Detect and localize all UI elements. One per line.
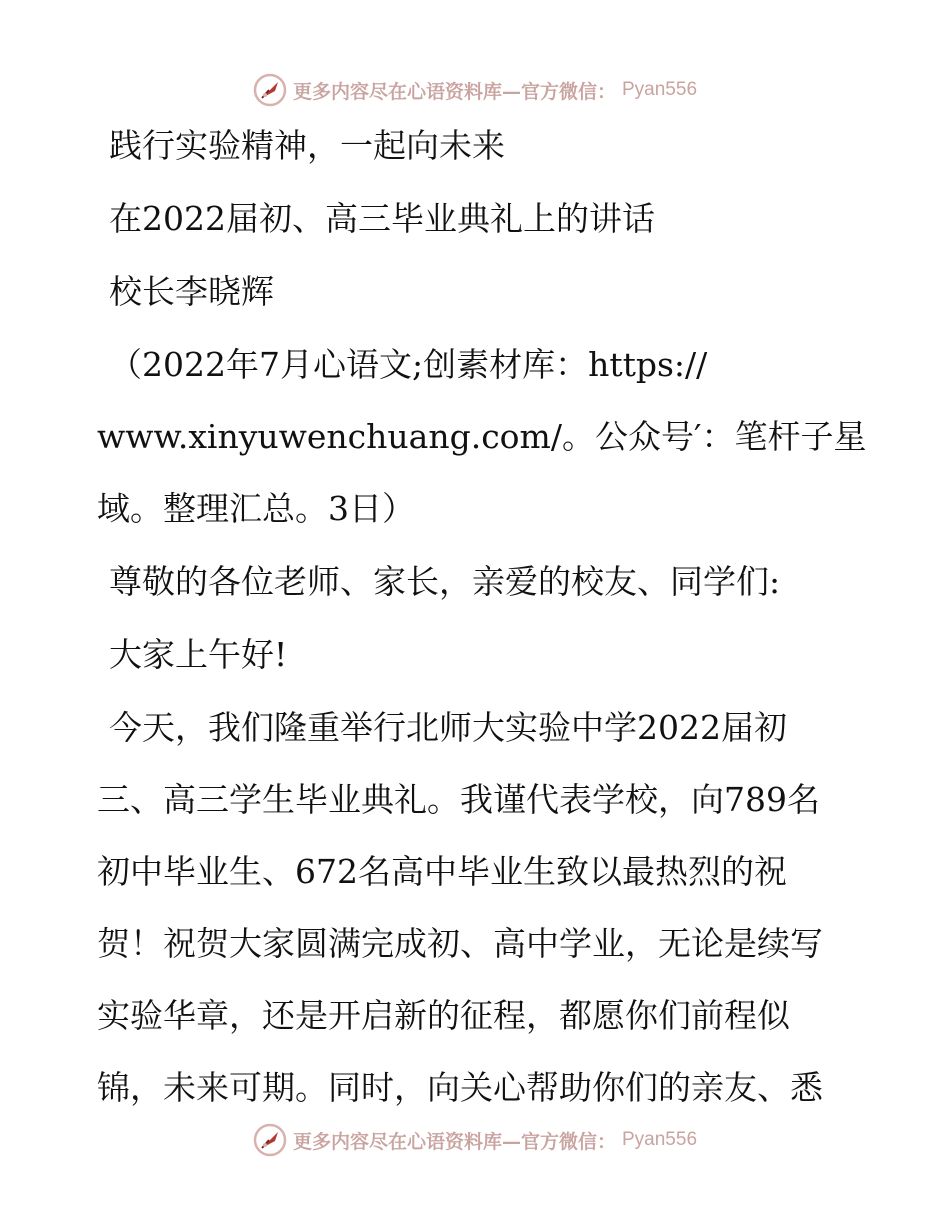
source-line: 域。整理汇总。3日） <box>97 489 415 528</box>
watermark-text: 更多内容尽在心语资料库—官方微信： <box>292 80 616 103</box>
body-line: 三、高三学生毕业典礼。我谨代表学校，向789名 <box>97 780 820 819</box>
watermark-text: 更多内容尽在心语资料库—官方微信： <box>292 1130 616 1153</box>
body-line: 初中毕业生、672名高中毕业生致以最热烈的祝 <box>97 852 787 891</box>
watermark-header <box>0 70 950 110</box>
watermark-footer <box>0 1120 950 1160</box>
greeting: 大家上午好! <box>109 635 288 674</box>
source-line: （2022年7月心语文;创素材库：https:// <box>109 345 708 384</box>
document-author: 校长李晓辉 <box>109 272 274 311</box>
document-body <box>97 122 867 1112</box>
body-line: 实验华章，还是开启新的征程，都愿你们前程似 <box>97 996 790 1035</box>
salutation: 尊敬的各位老师、家长，亲爱的校友、同学们: <box>109 562 781 601</box>
body-line: 锦，未来可期。同时，向关心帮助你们的亲友、悉 <box>97 1068 823 1107</box>
quill-logo-icon <box>253 1123 287 1157</box>
document-title: 践行实验精神，一起向未来 <box>109 126 505 165</box>
quill-logo-icon <box>253 73 287 107</box>
source-note <box>97 341 867 533</box>
source-line: www.xinyuwenchuang.com/。公众号′：笔杆子星 <box>97 417 867 456</box>
body-line: 贺！祝贺大家圆满完成初、高中学业，无论是续写 <box>97 924 823 963</box>
watermark-wechat: Pyan556 <box>622 1129 698 1150</box>
watermark-wechat: Pyan556 <box>622 79 698 100</box>
body-paragraph <box>97 704 847 1112</box>
document-subtitle: 在2022届初、高三毕业典礼上的讲话 <box>109 199 655 238</box>
body-line: 今天，我们隆重举行北师大实验中学2022届初 <box>109 708 787 747</box>
